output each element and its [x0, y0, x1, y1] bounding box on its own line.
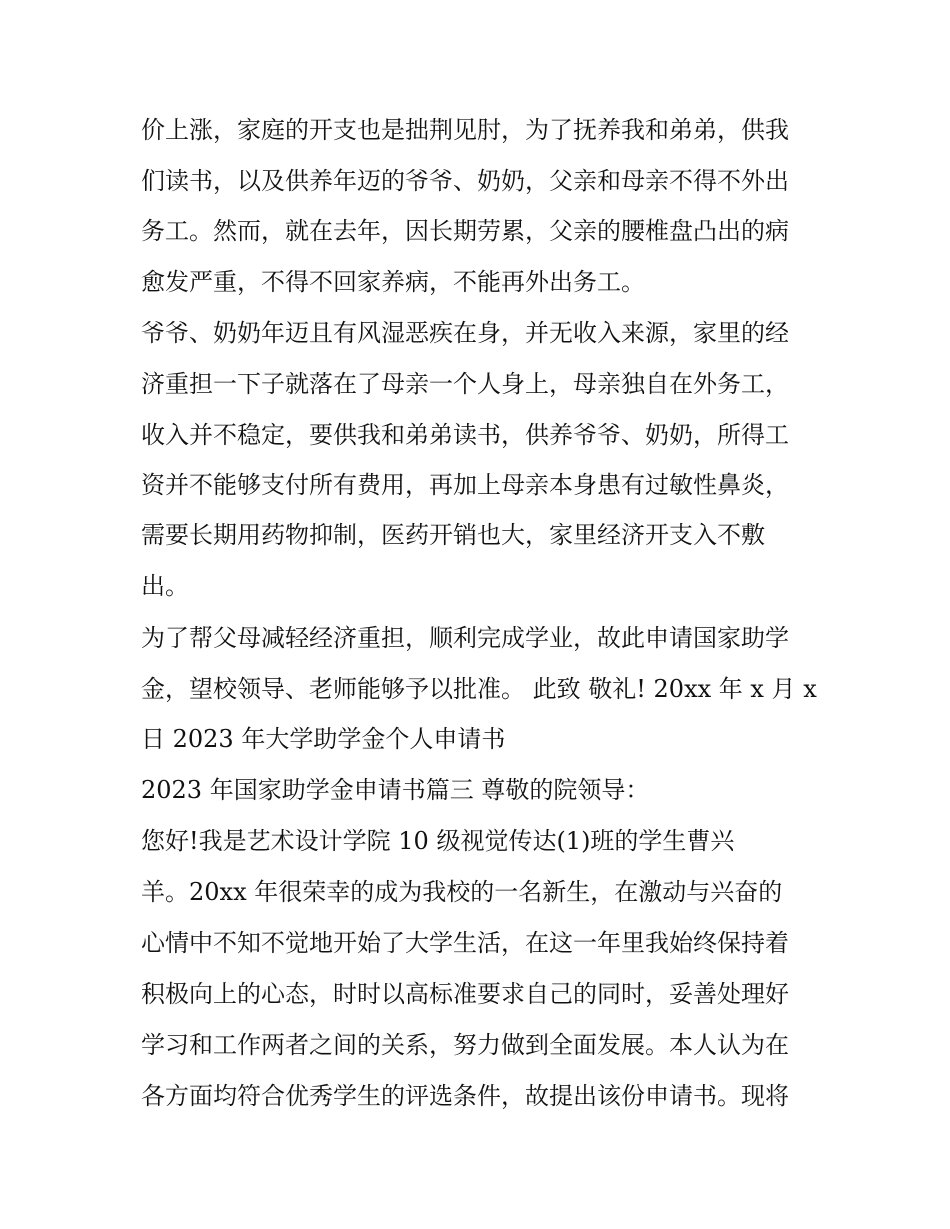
text-line: 资并不能够支付所有费用，再加上母亲本身患有过敏性鼻炎， — [141, 471, 789, 499]
text-line: 出。 — [141, 572, 189, 600]
text-line: 收入并不稳定，要供我和弟弟读书，供养爷爷、奶奶，所得工 — [141, 421, 789, 449]
text-line: 日 2023 年大学助学金个人申请书 — [141, 725, 506, 753]
text-line: 金，望校领导、老师能够予以批准。 此致 敬礼! 20xx 年 x 月 x — [141, 675, 817, 703]
text-line: 爷爷、奶奶年迈且有风湿恶疾在身，并无收入来源，家里的经 — [141, 319, 789, 347]
text-line: 2023 年国家助学金申请书篇三 尊敬的院领导： — [141, 776, 650, 804]
text-line: 羊。20xx 年很荣幸的成为我校的一名新生，在激动与兴奋的 — [141, 878, 783, 906]
text-line: 各方面均符合优秀学生的评选条件，故提出该份申请书。现将 — [141, 1082, 789, 1110]
text-line: 价上涨，家庭的开支也是拙荆见肘，为了抚养我和弟弟，供我 — [141, 116, 789, 144]
text-line: 愈发严重，不得不回家养病，不能再外出务工。 — [141, 268, 645, 296]
text-line: 您好!我是艺术设计学院 10 级视觉传达(1)班的学生曹兴 — [141, 827, 735, 855]
text-line: 济重担一下子就落在了母亲一个人身上，母亲独自在外务工， — [141, 370, 789, 398]
text-line: 们读书，以及供养年迈的爷爷、奶奶，父亲和母亲不得不外出 — [141, 167, 789, 195]
text-line: 需要长期用药物抑制，医药开销也大，家里经济开支入不敷 — [141, 521, 765, 549]
text-line: 积极向上的心态，时时以高标准要求自己的同时，妥善处理好 — [141, 980, 789, 1008]
text-line: 学习和工作两者之间的关系，努力做到全面发展。本人认为在 — [141, 1031, 789, 1059]
text-line: 为了帮父母减轻经济重担，顺利完成学业，故此申请国家助学 — [141, 624, 789, 652]
text-line: 务工。然而，就在去年，因长期劳累，父亲的腰椎盘凸出的病 — [141, 217, 789, 245]
text-line: 心情中不知不觉地开始了大学生活，在这一年里我始终保持着 — [141, 929, 789, 957]
